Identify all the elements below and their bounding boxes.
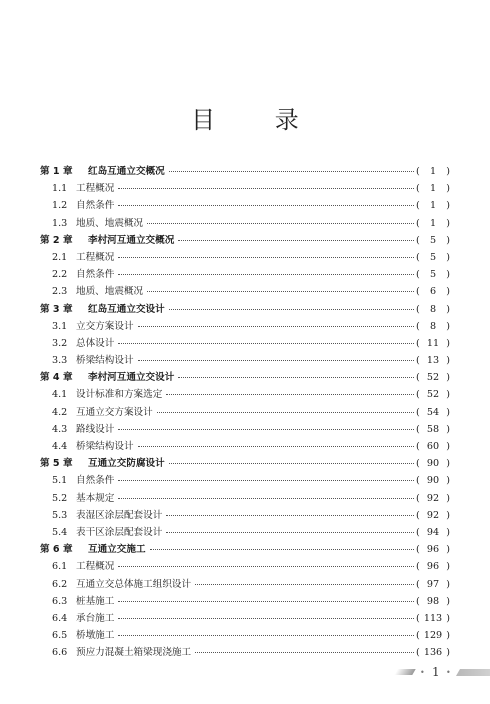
footer-dot-left: • (420, 668, 425, 677)
open-paren: ( (416, 509, 420, 521)
toc-entry-number: 第 5 章 (40, 458, 73, 470)
toc-page-ref (416, 576, 450, 593)
toc-entry-number: 5.3 (52, 509, 68, 521)
toc-entry-number: 1.3 (52, 217, 68, 229)
close-paren: ) (446, 492, 450, 504)
toc-entry-title: 互通立交方案设计 (76, 406, 153, 418)
toc-dot-leader (195, 584, 414, 585)
toc-page-number: 1 (429, 200, 437, 212)
open-paren: ( (416, 612, 420, 624)
toc-page-ref (416, 266, 450, 283)
close-paren: ) (446, 475, 450, 487)
toc-chapter-row[interactable] (40, 369, 450, 386)
toc-page-ref (416, 404, 450, 421)
close-paren: ) (446, 389, 450, 401)
toc-page-number: 54 (426, 406, 440, 418)
toc-entry-title: 李村河互通立交概况 (88, 234, 175, 246)
open-paren: ( (416, 337, 420, 349)
toc-page-ref (416, 558, 450, 575)
toc-chapter-row[interactable] (40, 455, 450, 472)
toc-entry-number: 4.2 (52, 406, 68, 418)
toc-page-ref (416, 472, 450, 489)
toc-section-row[interactable] (40, 507, 450, 524)
toc-entry-title: 互通立交总体施工组织设计 (76, 578, 192, 590)
close-paren: ) (446, 526, 450, 538)
close-paren: ) (446, 269, 450, 281)
open-paren: ( (416, 526, 420, 538)
toc-dot-leader (118, 274, 414, 275)
toc-dot-leader (166, 394, 414, 395)
toc-page-number: 58 (426, 423, 440, 435)
toc-dot-leader (118, 257, 414, 258)
close-paren: ) (446, 320, 450, 332)
toc-entry-number: 5.1 (52, 475, 68, 487)
toc-dot-leader (138, 326, 414, 327)
toc-entry-title: 自然条件 (76, 475, 115, 487)
toc-page-ref (416, 507, 450, 524)
toc-dot-leader (147, 291, 414, 292)
toc-entry-title: 自然条件 (76, 200, 115, 212)
toc-entry-title: 互通立交防腐设计 (88, 458, 165, 470)
toc-page-number: 1 (429, 166, 437, 177)
toc-page-number: 1 (429, 183, 437, 195)
toc-page-number: 94 (426, 526, 440, 538)
open-paren: ( (416, 234, 420, 246)
open-paren: ( (416, 355, 420, 367)
toc-section-row[interactable] (40, 180, 450, 197)
toc-page-ref (416, 352, 450, 369)
toc-entry-number: 第 4 章 (40, 372, 73, 384)
toc-entry-title: 桩基施工 (76, 595, 115, 607)
toc-entry-number: 4.3 (52, 423, 68, 435)
toc-page-number: 90 (426, 458, 440, 470)
toc-entry-title: 地质、地震概况 (76, 286, 144, 298)
toc-page-ref (416, 627, 450, 644)
toc-entry-title: 地质、地震概况 (76, 217, 144, 229)
toc-entry-number: 5.4 (52, 526, 68, 538)
toc-page-ref (416, 249, 450, 266)
toc-entry-number: 第 3 章 (40, 303, 73, 315)
open-paren: ( (416, 630, 420, 642)
toc-section-row[interactable] (40, 249, 450, 266)
open-paren: ( (416, 389, 420, 401)
toc-entry-title: 立交方案设计 (76, 320, 134, 332)
toc-section-row[interactable] (40, 644, 450, 661)
toc-page-number: 90 (426, 475, 440, 487)
toc-entry-title: 设计标准和方案选定 (76, 389, 163, 401)
close-paren: ) (446, 166, 450, 177)
toc-page-ref (416, 197, 450, 214)
toc-chapter-row[interactable] (40, 541, 450, 558)
open-paren: ( (416, 595, 420, 607)
toc-dot-leader (178, 377, 414, 378)
toc-entry-number: 6.6 (52, 647, 68, 659)
toc-dot-leader (118, 618, 414, 619)
toc-page-number: 1 (429, 217, 437, 229)
open-paren: ( (416, 286, 420, 298)
close-paren: ) (446, 423, 450, 435)
toc-entry-title: 桥梁结构设计 (76, 355, 134, 367)
toc-section-row[interactable] (40, 318, 450, 335)
open-paren: ( (416, 320, 420, 332)
close-paren: ) (446, 286, 450, 298)
toc-page-ref (416, 163, 450, 180)
toc-entry-title: 桥梁结构设计 (76, 441, 134, 452)
toc-chapter-row[interactable] (40, 232, 450, 249)
toc-page-ref (416, 386, 450, 403)
toc-section-row[interactable] (40, 472, 450, 489)
toc-section-row[interactable] (40, 352, 450, 369)
close-paren: ) (446, 578, 450, 590)
toc-section-row[interactable] (40, 558, 450, 575)
toc-entry-number: 3.1 (52, 320, 68, 332)
toc-page-ref (416, 232, 450, 249)
toc-page-ref (416, 369, 450, 386)
toc-entry-title: 自然条件 (76, 269, 115, 281)
close-paren: ) (446, 234, 450, 246)
page-footer (0, 665, 490, 685)
close-paren: ) (446, 337, 450, 349)
toc-page-number: 60 (426, 441, 440, 452)
toc-section-row[interactable] (40, 524, 450, 541)
toc-page-number: 113 (423, 612, 443, 624)
toc-dot-leader (118, 566, 414, 567)
toc-section-row[interactable] (40, 197, 450, 214)
toc-entry-title: 互通立交施工 (88, 544, 146, 556)
toc-section-row[interactable] (40, 576, 450, 593)
toc-page-ref (416, 301, 450, 318)
close-paren: ) (446, 217, 450, 229)
toc-page-number: 8 (429, 320, 437, 332)
toc-entry-title: 工程概况 (76, 251, 115, 263)
toc-entry-number: 6.1 (52, 561, 68, 573)
toc-entry-title: 基本规定 (76, 492, 115, 504)
toc-entry-title: 路线设计 (76, 423, 115, 435)
toc-entry-title: 工程概况 (76, 561, 115, 573)
toc-entry-title: 红岛互通立交设计 (88, 303, 165, 315)
toc-entry-number: 3.2 (52, 337, 68, 349)
footer-bar-decoration (456, 669, 490, 676)
toc-page-ref (416, 180, 450, 197)
toc-entry-number: 2.2 (52, 269, 68, 281)
open-paren: ( (416, 303, 420, 315)
toc-page-ref (416, 215, 450, 232)
toc-dot-leader (118, 498, 414, 499)
toc-page-ref (416, 524, 450, 541)
open-paren: ( (416, 647, 420, 659)
toc-page-number: 92 (426, 492, 440, 504)
toc-page-ref (416, 421, 450, 438)
toc-page-ref (416, 283, 450, 300)
toc-page-number: 136 (423, 647, 443, 659)
open-paren: ( (416, 251, 420, 263)
open-paren: ( (416, 200, 420, 212)
toc-entry-title: 表湿区涂层配套设计 (76, 509, 163, 521)
toc-dot-leader (169, 309, 414, 310)
close-paren: ) (446, 406, 450, 418)
close-paren: ) (446, 509, 450, 521)
toc-dot-leader (147, 223, 414, 224)
open-paren: ( (416, 372, 420, 384)
toc-entry-number: 6.5 (52, 630, 68, 642)
toc-dot-leader (118, 429, 414, 430)
toc-section-row[interactable] (40, 610, 450, 627)
toc-entry-number: 2.1 (52, 251, 68, 263)
open-paren: ( (416, 544, 420, 556)
toc-page-ref (416, 455, 450, 472)
toc-section-row[interactable] (40, 438, 450, 455)
toc-page-number: 97 (426, 578, 440, 590)
toc-entry-number: 4.4 (52, 441, 68, 452)
toc-entry-title: 预应力混凝土箱梁现浇施工 (76, 647, 192, 659)
toc-dot-leader (138, 360, 414, 361)
footer-dot-right: • (446, 668, 451, 677)
close-paren: ) (446, 183, 450, 195)
toc-page-ref (416, 593, 450, 610)
toc-page-number: 52 (426, 372, 440, 384)
open-paren: ( (416, 166, 420, 177)
toc-section-row[interactable] (40, 335, 450, 352)
toc-section-row[interactable] (40, 421, 450, 438)
toc-section-row[interactable] (40, 386, 450, 403)
toc-entry-title: 承台施工 (76, 612, 115, 624)
toc-entry-number: 6.2 (52, 578, 68, 590)
toc-entry-number: 6.4 (52, 612, 68, 624)
toc-dot-leader (195, 652, 414, 653)
toc-dot-leader (178, 240, 414, 241)
close-paren: ) (446, 200, 450, 212)
toc-entry-title: 表干区涂层配套设计 (76, 526, 163, 538)
toc-page-number: 129 (423, 630, 443, 642)
close-paren: ) (446, 441, 450, 452)
toc-page-ref (416, 335, 450, 352)
toc-entry-title: 红岛互通立交概况 (88, 166, 165, 177)
toc-entry-number: 6.3 (52, 595, 68, 607)
toc-entry-number: 1.2 (52, 200, 68, 212)
toc-dot-leader (118, 635, 414, 636)
toc-page-number: 11 (426, 337, 440, 349)
toc-page-number: 5 (429, 234, 437, 246)
toc-entry-number: 第 1 章 (40, 166, 73, 177)
toc-page-ref (416, 610, 450, 627)
toc-dot-leader (118, 205, 414, 206)
toc-dot-leader (157, 412, 414, 413)
toc-entry-title: 工程概况 (76, 183, 115, 195)
close-paren: ) (446, 630, 450, 642)
toc-entry-title: 桥墩施工 (76, 630, 115, 642)
toc-page-ref (416, 318, 450, 335)
toc-page-number: 96 (426, 561, 440, 573)
close-paren: ) (446, 647, 450, 659)
close-paren: ) (446, 561, 450, 573)
toc-entry-number: 5.2 (52, 492, 68, 504)
toc-page-number: 6 (429, 286, 437, 298)
close-paren: ) (446, 251, 450, 263)
toc-dot-leader (118, 601, 414, 602)
open-paren: ( (416, 269, 420, 281)
footer-arrow-decoration (394, 669, 415, 675)
toc-entry-number: 1.1 (52, 183, 68, 195)
toc-dot-leader (138, 446, 414, 447)
toc-page-number: 52 (426, 389, 440, 401)
open-paren: ( (416, 406, 420, 418)
close-paren: ) (446, 612, 450, 624)
toc-section-row[interactable] (40, 593, 450, 610)
toc-chapter-row[interactable] (40, 301, 450, 318)
toc-dot-leader (169, 463, 414, 464)
toc-page-number: 96 (426, 544, 440, 556)
toc-entry-number: 2.3 (52, 286, 68, 298)
open-paren: ( (416, 183, 420, 195)
toc-dot-leader (166, 532, 414, 533)
toc-section-row[interactable] (40, 627, 450, 644)
toc-section-row[interactable] (40, 266, 450, 283)
toc-page-ref (416, 541, 450, 558)
toc-dot-leader (118, 343, 414, 344)
open-paren: ( (416, 458, 420, 470)
open-paren: ( (416, 492, 420, 504)
toc-dot-leader (166, 515, 414, 516)
footer-page-number: 1 (432, 665, 440, 679)
table-of-contents (40, 163, 450, 661)
close-paren: ) (446, 544, 450, 556)
open-paren: ( (416, 441, 420, 452)
toc-entry-number: 第 2 章 (40, 234, 73, 246)
toc-entry-title: 李村河互通立交设计 (88, 372, 175, 384)
close-paren: ) (446, 458, 450, 470)
open-paren: ( (416, 475, 420, 487)
toc-page-number: 13 (426, 355, 440, 367)
toc-entry-number: 3.3 (52, 355, 68, 367)
toc-section-row[interactable] (40, 404, 450, 421)
open-paren: ( (416, 561, 420, 573)
toc-dot-leader (118, 480, 414, 481)
toc-section-row[interactable] (40, 215, 450, 232)
toc-entry-number: 第 6 章 (40, 544, 73, 556)
toc-dot-leader (150, 549, 414, 550)
toc-page-number: 5 (429, 251, 437, 263)
toc-page-number: 8 (429, 303, 437, 315)
page-title: 目 录 (191, 106, 325, 134)
toc-page-ref (416, 490, 450, 507)
open-paren: ( (416, 578, 420, 590)
toc-chapter-row[interactable] (40, 163, 450, 180)
close-paren: ) (446, 355, 450, 367)
toc-section-row[interactable] (40, 490, 450, 507)
open-paren: ( (416, 423, 420, 435)
toc-dot-leader (169, 171, 414, 172)
open-paren: ( (416, 217, 420, 229)
toc-page-number: 92 (426, 509, 440, 521)
toc-page-number: 98 (426, 595, 440, 607)
close-paren: ) (446, 372, 450, 384)
toc-section-row[interactable] (40, 283, 450, 300)
toc-page-ref (416, 644, 450, 661)
toc-dot-leader (118, 188, 414, 189)
toc-page-number: 5 (429, 269, 437, 281)
toc-page-ref (416, 438, 450, 455)
toc-entry-number: 4.1 (52, 389, 68, 401)
close-paren: ) (446, 595, 450, 607)
close-paren: ) (446, 303, 450, 315)
toc-entry-title: 总体设计 (76, 337, 115, 349)
